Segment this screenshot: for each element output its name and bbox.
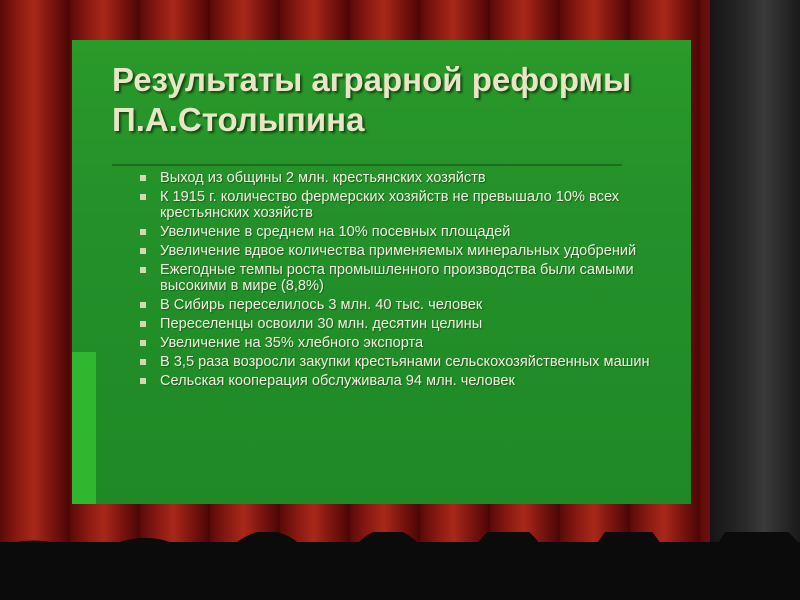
- square-bullet-icon: [140, 194, 146, 200]
- list-item: В 3,5 раза возросли закупки крестьянами сельскохозяйственных машин: [136, 354, 676, 370]
- square-bullet-icon: [140, 229, 146, 235]
- list-item: Увеличение на 35% хлебного экспорта: [136, 335, 676, 351]
- square-bullet-icon: [140, 378, 146, 384]
- square-bullet-icon: [140, 340, 146, 346]
- list-item: В Сибирь переселилось 3 млн. 40 тыс. человек: [136, 297, 676, 313]
- list-item: Переселенцы освоили 30 млн. десятин целины: [136, 316, 676, 332]
- square-bullet-icon: [140, 321, 146, 327]
- list-item: К 1915 г. количество фермерских хозяйств не превышало 10% всех крестьянских хозяйств: [136, 189, 676, 221]
- dark-curtain-right: [710, 0, 800, 600]
- stage-floor: [0, 542, 800, 600]
- list-item: Ежегодные темпы роста промышленного производства были самыми высокими в мире (8,8%): [136, 262, 676, 294]
- slide-title: Результаты аграрной реформы П.А.Столыпина: [112, 61, 632, 138]
- list-item: Увеличение вдвое количества применяемых минеральных удобрений: [136, 243, 676, 259]
- square-bullet-icon: [140, 248, 146, 254]
- square-bullet-icon: [140, 359, 146, 365]
- list-item: Сельская кооперация обслуживала 94 млн. человек: [136, 373, 676, 389]
- square-bullet-icon: [140, 175, 146, 181]
- square-bullet-icon: [140, 267, 146, 273]
- results-list: [136, 170, 676, 392]
- list-item: Увеличение в среднем на 10% посевных площадей: [136, 224, 676, 240]
- slide-accent-band: [72, 352, 96, 504]
- title-divider: [112, 164, 622, 166]
- list-item: Выход из общины 2 млн. крестьянских хозяйств: [136, 170, 676, 186]
- square-bullet-icon: [140, 302, 146, 308]
- presentation-slide: [72, 40, 691, 504]
